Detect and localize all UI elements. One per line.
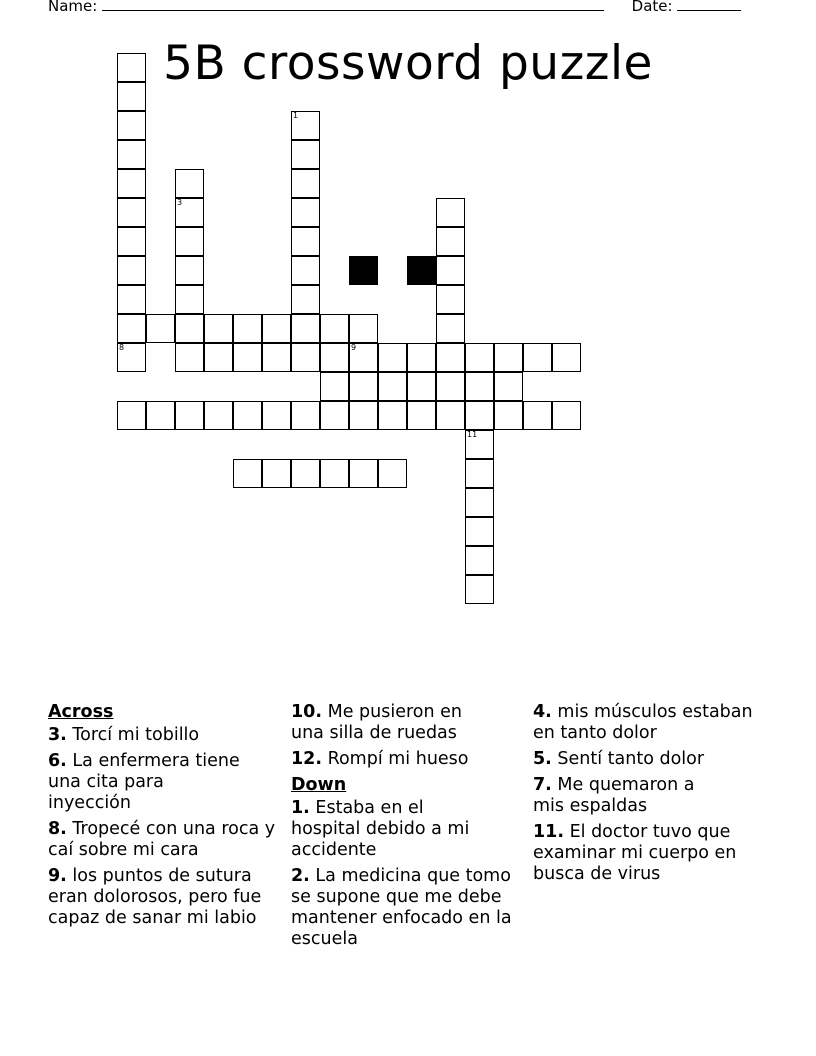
clue-down-5 — [533, 749, 773, 770]
cell-number: 11 — [467, 430, 478, 439]
grid-cell[interactable] — [233, 343, 262, 372]
grid-cell[interactable] — [378, 459, 407, 488]
clue-column-1 — [48, 702, 288, 934]
down-heading: Down — [291, 775, 347, 795]
grid-cell[interactable] — [407, 343, 436, 372]
grid-cell[interactable] — [291, 111, 320, 140]
grid-cell[interactable] — [117, 227, 146, 256]
clue-column-3 — [533, 702, 773, 890]
grid-cell[interactable] — [146, 401, 175, 430]
grid-cell[interactable] — [407, 372, 436, 401]
grid-cell[interactable] — [436, 372, 465, 401]
grid-cell[interactable] — [523, 343, 552, 372]
grid-cell[interactable] — [117, 198, 146, 227]
grid-cell[interactable] — [291, 169, 320, 198]
clue-text: La enfermera tiene una cita para inyección — [48, 751, 240, 813]
clue-across-3 — [48, 725, 288, 746]
clue-text: El doctor tuvo que examinar mi cuerpo en busca de virus — [533, 822, 737, 884]
grid-cell[interactable] — [117, 140, 146, 169]
clue-text: los puntos de sutura eran dolorosos, pero fue capaz de sanar mi labio — [48, 866, 262, 928]
grid-cell[interactable] — [320, 314, 349, 343]
date-field[interactable] — [677, 0, 741, 11]
cell-number: 9 — [351, 343, 357, 352]
grid-cell[interactable] — [291, 198, 320, 227]
grid-cell[interactable] — [378, 343, 407, 372]
clue-number: 3. — [48, 725, 67, 745]
grid-cell[interactable] — [175, 169, 204, 198]
grid-cell[interactable] — [465, 517, 494, 546]
grid-cell[interactable] — [291, 140, 320, 169]
clue-across-8 — [48, 819, 288, 861]
grid-cell[interactable] — [175, 343, 204, 372]
grid-cell[interactable] — [349, 401, 378, 430]
name-field[interactable] — [102, 0, 604, 11]
clue-number: 9. — [48, 866, 67, 886]
clue-text: Rompí mi hueso — [327, 749, 469, 769]
grid-cell[interactable] — [436, 285, 465, 314]
grid-cell[interactable] — [262, 401, 291, 430]
page-title: 5B crossword puzzle — [163, 36, 653, 91]
grid-cell[interactable] — [436, 227, 465, 256]
grid-cell[interactable] — [204, 314, 233, 343]
clue-number: 11. — [533, 822, 565, 842]
grid-cell[interactable] — [320, 343, 349, 372]
grid-cell[interactable] — [233, 401, 262, 430]
clue-across-10 — [291, 702, 491, 744]
grid-cell[interactable] — [117, 401, 146, 430]
grid-cell[interactable] — [320, 459, 349, 488]
header-line — [48, 0, 741, 15]
grid-block — [407, 256, 436, 285]
grid-cell[interactable] — [349, 459, 378, 488]
grid-cell[interactable] — [349, 372, 378, 401]
clue-number: 10. — [291, 702, 323, 722]
grid-cell[interactable] — [117, 285, 146, 314]
grid-cell[interactable] — [262, 343, 291, 372]
grid-cell[interactable] — [494, 372, 523, 401]
across-heading: Across — [48, 702, 114, 722]
grid-cell[interactable] — [436, 314, 465, 343]
grid-cell[interactable] — [291, 343, 320, 372]
grid-cell[interactable] — [262, 459, 291, 488]
clue-number: 6. — [48, 751, 67, 771]
clue-down-11 — [533, 822, 763, 885]
grid-cell[interactable] — [436, 256, 465, 285]
clue-number: 5. — [533, 749, 552, 769]
clue-across-6 — [48, 751, 248, 814]
clue-number: 1. — [291, 798, 310, 818]
grid-cell[interactable] — [465, 372, 494, 401]
grid-cell[interactable] — [465, 343, 494, 372]
grid-cell[interactable] — [436, 401, 465, 430]
grid-cell[interactable] — [175, 314, 204, 343]
grid-cell[interactable] — [349, 343, 378, 372]
grid-cell[interactable] — [320, 401, 349, 430]
grid-cell[interactable] — [175, 401, 204, 430]
clue-number: 7. — [533, 775, 552, 795]
grid-cell[interactable] — [320, 372, 349, 401]
grid-cell[interactable] — [204, 343, 233, 372]
clue-across-9 — [48, 866, 288, 929]
grid-cell[interactable] — [117, 111, 146, 140]
grid-cell[interactable] — [465, 459, 494, 488]
grid-cell[interactable] — [465, 401, 494, 430]
clue-number: 2. — [291, 866, 310, 886]
grid-cell[interactable] — [233, 459, 262, 488]
grid-cell[interactable] — [465, 430, 494, 459]
clue-across-12 — [291, 749, 527, 770]
grid-cell[interactable] — [175, 314, 204, 343]
grid-cell[interactable] — [117, 343, 146, 372]
grid-cell[interactable] — [494, 343, 523, 372]
grid-cell[interactable] — [349, 314, 378, 343]
clue-text: Estaba en el hospital debido a mi accidente — [291, 798, 470, 860]
clue-down-7 — [533, 775, 718, 817]
date-label: Date: — [631, 0, 673, 15]
clue-column-2 — [291, 702, 527, 955]
grid-cell[interactable] — [494, 401, 523, 430]
clue-number: 12. — [291, 749, 323, 769]
grid-cell[interactable] — [552, 401, 581, 430]
grid-cell[interactable] — [378, 372, 407, 401]
grid-cell[interactable] — [146, 314, 175, 343]
grid-cell[interactable] — [436, 198, 465, 227]
grid-cell[interactable] — [465, 575, 494, 604]
clue-down-2 — [291, 866, 527, 950]
grid-cell[interactable] — [117, 169, 146, 198]
grid-cell[interactable] — [436, 343, 465, 372]
clue-text: Sentí tanto dolor — [557, 749, 705, 769]
clue-text: Me pusieron en una silla de ruedas — [291, 702, 462, 743]
grid-cell[interactable] — [407, 401, 436, 430]
grid-cell[interactable] — [175, 227, 204, 256]
clue-number: 4. — [533, 702, 552, 722]
grid-cell[interactable] — [291, 227, 320, 256]
clue-text: mis músculos estaban en tanto dolor — [533, 702, 753, 743]
grid-cell[interactable] — [262, 314, 291, 343]
clue-down-4 — [533, 702, 773, 744]
grid-cell[interactable] — [523, 401, 552, 430]
grid-cell[interactable] — [465, 546, 494, 575]
grid-cell[interactable] — [291, 401, 320, 430]
clue-text: Torcí mi tobillo — [72, 725, 200, 745]
cell-number: 1 — [293, 111, 299, 120]
grid-cell[interactable] — [291, 256, 320, 285]
clue-text: La medicina que tomo se supone que me debe mantener enfocado en la escuela — [291, 866, 512, 949]
cell-number: 3 — [177, 198, 183, 207]
grid-cell[interactable] — [378, 401, 407, 430]
grid-cell[interactable] — [552, 343, 581, 372]
clue-text: Tropecé con una roca y caí sobre mi cara — [48, 819, 276, 860]
grid-cell[interactable] — [175, 198, 204, 227]
grid-cell[interactable] — [291, 459, 320, 488]
grid-cell[interactable] — [117, 314, 146, 343]
grid-cell[interactable] — [175, 256, 204, 285]
clue-text: Me quemaron a mis espaldas — [533, 775, 695, 816]
clue-number: 8. — [48, 819, 67, 839]
grid-cell[interactable] — [175, 285, 204, 314]
grid-cell[interactable] — [291, 314, 320, 343]
grid-cell[interactable] — [117, 256, 146, 285]
grid-cell[interactable] — [233, 314, 262, 343]
name-label: Name: — [48, 0, 98, 15]
cell-number: 8 — [119, 343, 125, 352]
grid-cell[interactable] — [465, 488, 494, 517]
clue-down-1 — [291, 798, 496, 861]
grid-cell[interactable] — [291, 285, 320, 314]
grid-cell[interactable] — [204, 401, 233, 430]
grid-block — [349, 256, 378, 285]
